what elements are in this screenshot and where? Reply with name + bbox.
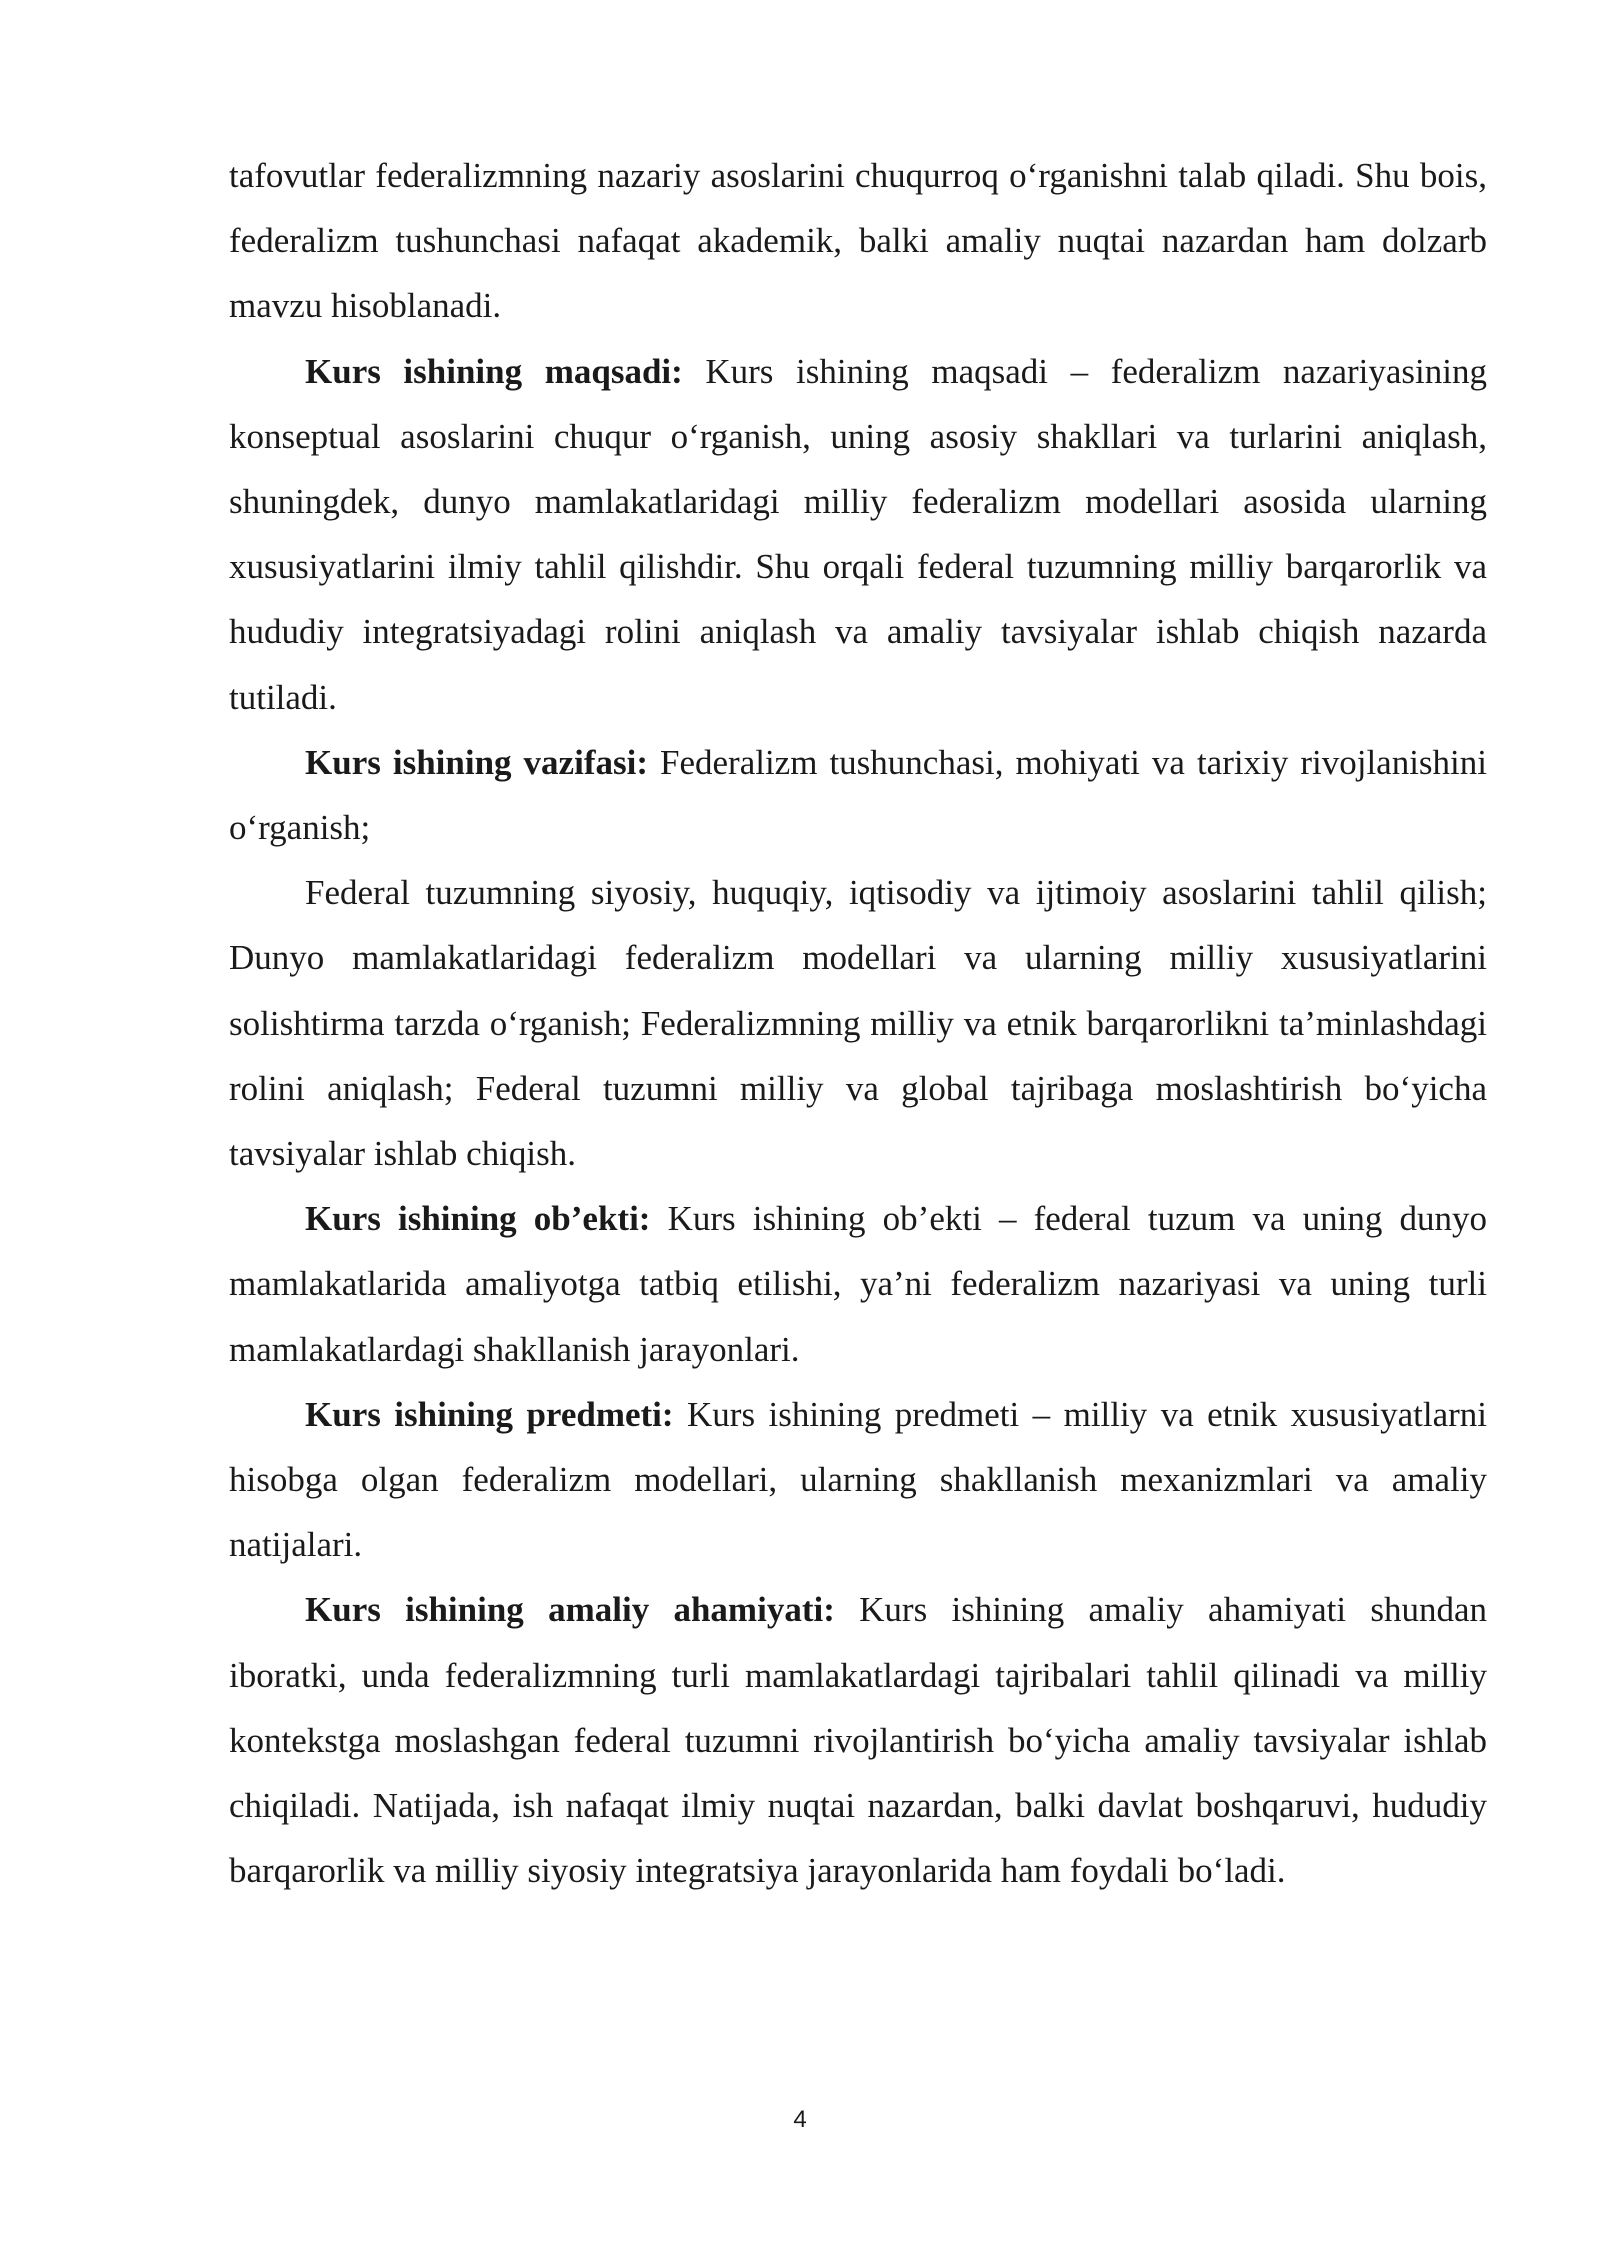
paragraph-text: tafovutlar federalizmning nazariy asoslarini chuqurroq o‘rganishni talab qiladi. Shu bois, federalizm tushunchasi nafaqat akademik, balki amaliy nuqtai nazardan ham dolzarb mavzu hisoblanadi. <box>229 156 1487 326</box>
paragraph-label: Kurs ishining vazifasi: <box>305 742 648 782</box>
paragraph-label: Kurs ishining predmeti: <box>305 1394 674 1434</box>
paragraph-text: Kurs ishining predmeti – milliy va etnik xususiyatlarni hisobga olgan federalizm modellari, ularning shakllanish mexanizmlari va amaliy natijalari. <box>229 1394 1487 1565</box>
paragraph-subject <box>229 1382 1487 1578</box>
paragraph-object <box>229 1186 1487 1382</box>
paragraph-text: Kurs ishining maqsadi – federalizm nazariyasining konseptual asoslarini chuqur o‘rganish, uning asosiy shakllari va turlarini aniqlash, shuningdek, dunyo mamlakatlaridagi milliy federalizm modellari asosida ularning xususiyatlarini ilmiy tahlil qilishdir. Shu orqali federal tuzumning milliy barqarorlik va hududiy integratsiyadagi rolini aniqlash va amaliy tavsiyalar ishlab chiqish nazarda tutiladi. <box>229 351 1487 717</box>
paragraph-practical-significance <box>229 1577 1487 1903</box>
paragraph-text: Federal tuzumning siyosiy, huquqiy, iqtisodiy va ijtimoiy asoslarini tahlil qilish; Dunyo mamlakatlaridagi federalizm modellari va ularning milliy xususiyatlarini solishtirma tarzda o‘rganish; Federalizmning milliy va etnik barqarorlikni ta’minlashdagi rolini aniqlash; Federal tuzumni milliy va global tajribaga moslashtirish bo‘yicha tavsiyalar ishlab chiqish. <box>229 873 1487 1174</box>
paragraph-purpose <box>229 339 1487 730</box>
paragraph-label: Kurs ishining maqsadi: <box>305 351 683 391</box>
paragraph-label: Kurs ishining amaliy ahamiyati: <box>305 1590 835 1630</box>
paragraph-text: Federalizm tushunchasi, mohiyati va tarixiy rivojlanishini o‘rganish; <box>229 742 1487 848</box>
paragraph-intro-continuation <box>229 143 1487 339</box>
document-body <box>229 143 1487 1903</box>
page-number: 4 <box>793 2106 807 2133</box>
paragraph-text: Kurs ishining ob’ekti – federal tuzum va uning dunyo mamlakatlarida amaliyotga tatbiq etilishi, ya’ni federalizm nazariyasi va uning turli mamlakatlardagi shakllanish jarayonlari. <box>229 1199 1487 1369</box>
paragraph-text: Kurs ishining amaliy ahamiyati shundan iboratki, unda federalizmning turli mamlakatlardagi tajribalari tahlil qilinadi va milliy kontekstga moslashgan federal tuzumni rivojlantirish bo‘yicha amaliy tavsiyalar ishlab chiqiladi. Natijada, ish nafaqat ilmiy nuqtai nazardan, balki davlat boshqaruvi, hududiy barqarorlik va milliy siyosiy integratsiya jarayonlarida ham foydali bo‘ladi. <box>229 1590 1487 1891</box>
paragraph-tasks-list <box>229 860 1487 1186</box>
paragraph-tasks <box>229 730 1487 860</box>
paragraph-label: Kurs ishining ob’ekti: <box>305 1199 651 1239</box>
